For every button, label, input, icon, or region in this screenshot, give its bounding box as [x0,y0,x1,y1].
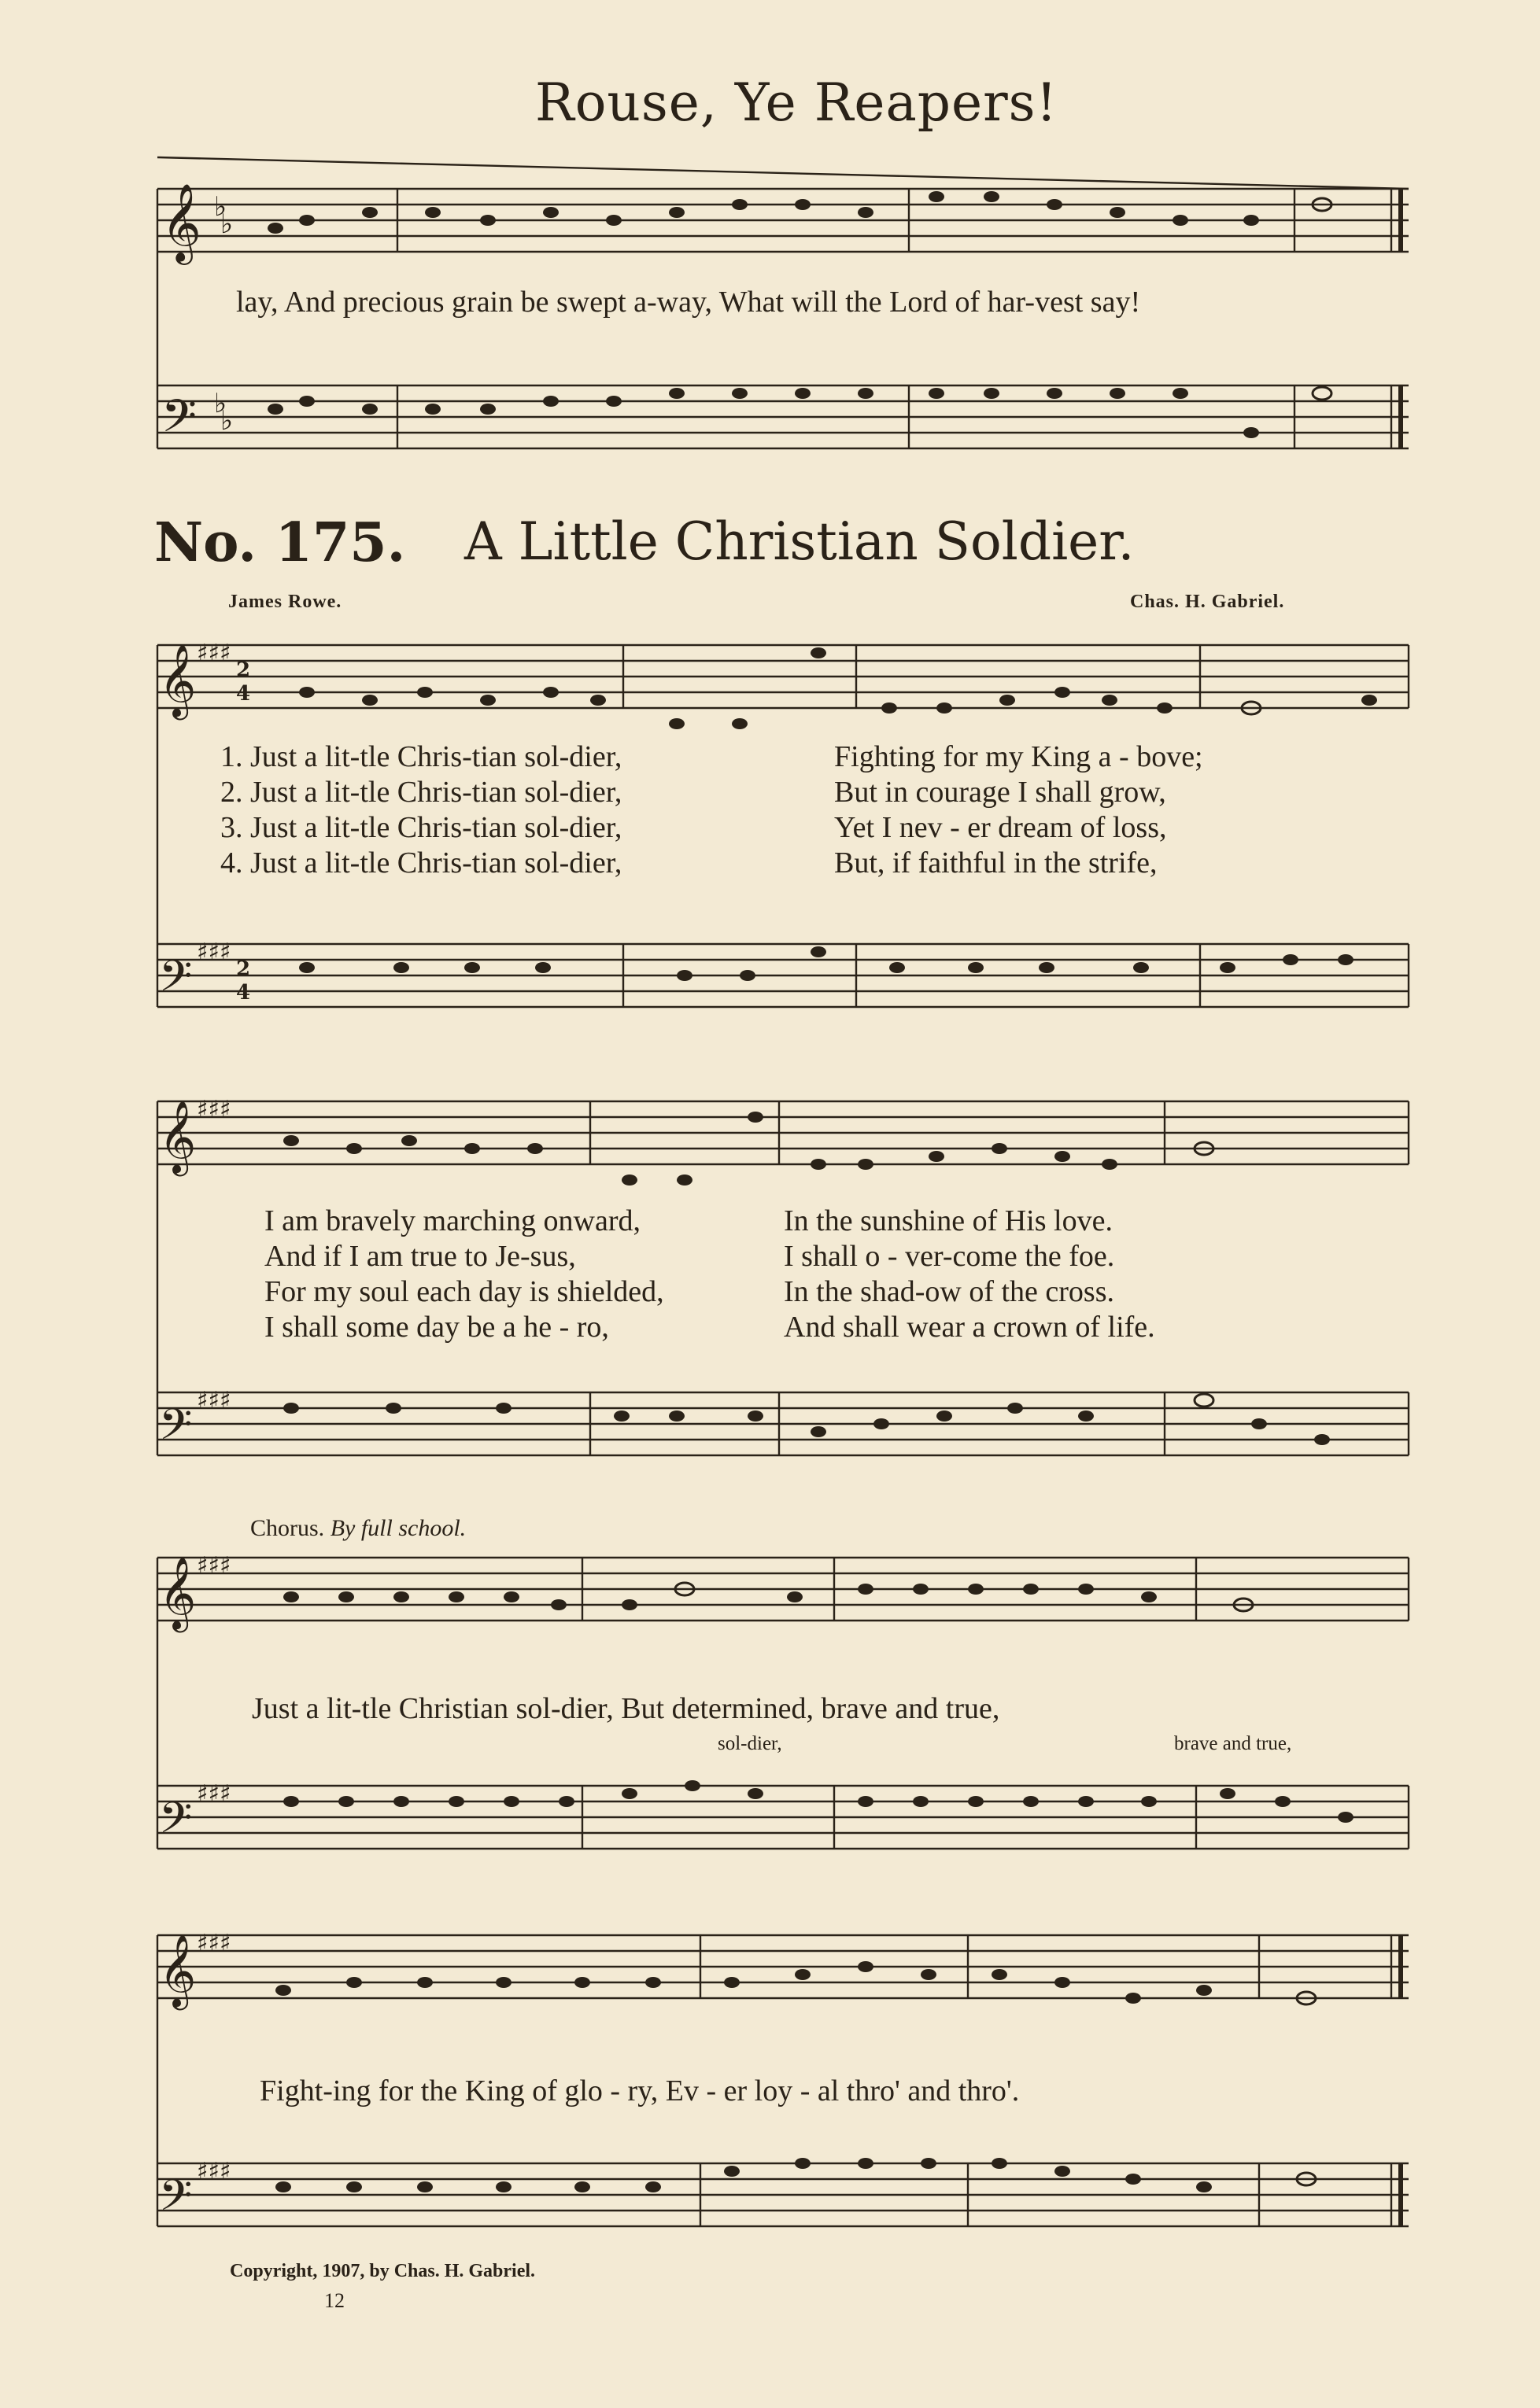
previous-hymn-title: Rouse, Ye Reapers! [535,72,1058,133]
previous-hymn-score [142,157,1416,488]
svg-text:𝄞: 𝄞 [161,183,201,262]
svg-text:4: 4 [236,981,251,1005]
verse-line-end: And shall wear a crown of life. [784,1311,1155,1344]
verse-line: I shall some day be a he - ro, [264,1311,609,1344]
verse-line-end: Fighting for my King a - bove; [834,740,1203,773]
verse-line: 2. Just a lit-tle Chris-tian sol-dier, [220,776,622,809]
svg-text:𝄢: 𝄢 [159,2170,193,2231]
verse-line: For my soul each day is shielded, [264,1275,664,1308]
copyright-notice: Copyright, 1907, by Chas. H. Gabriel. [230,2261,536,2281]
svg-text:4: 4 [236,682,251,706]
svg-text:𝄞: 𝄞 [159,643,197,717]
verse-line: 3. Just a lit-tle Chris-tian sol-dier, [220,811,622,844]
verse-line: 1. Just a lit-tle Chris-tian sol-dier, [220,740,622,773]
chorus-echo-1: sol-dier, [718,1733,782,1754]
svg-text:2: 2 [236,658,251,682]
chorus-line-1: Just a lit-tle Christian sol-dier, But determined, brave and true, [252,1692,1000,1725]
svg-text:♯♯♯: ♯♯♯ [197,1096,231,1123]
verse-line-end: Yet I nev - er dream of loss, [834,811,1167,844]
svg-text:♭: ♭ [220,208,234,240]
hymn-title: A Little Christian Soldier. [464,511,1135,572]
chorus-echo-2: brave and true, [1174,1733,1292,1754]
svg-text:𝄞: 𝄞 [159,1556,197,1629]
svg-text:𝄢: 𝄢 [161,389,198,454]
svg-text:𝄞: 𝄞 [159,1100,197,1173]
chorus-label-text: Chorus. [250,1515,325,1541]
svg-text:2: 2 [236,957,251,981]
composer-credit: Chas. H. Gabriel. [1130,592,1285,612]
verse-line-end: I shall o - ver-come the foe. [784,1240,1115,1273]
page-number: 12 [324,2289,345,2312]
chorus-label [250,1515,466,1542]
svg-text:𝄢: 𝄢 [159,1793,193,1853]
hymn-number: No. 175. [154,511,406,574]
chorus-direction: By full school. [330,1515,467,1541]
svg-text:♯♯♯: ♯♯♯ [197,1552,231,1580]
svg-text:♭: ♭ [214,191,227,223]
verse-line-end: In the shad-ow of the cross. [784,1275,1115,1308]
previous-hymn-lyric: lay, And precious grain be swept a-way, What will the Lord of har-vest say! [236,286,1141,319]
verse-line-end: But in courage I shall grow, [834,776,1166,809]
svg-text:𝄢: 𝄢 [159,1399,193,1460]
svg-text:♯♯♯: ♯♯♯ [197,1780,231,1808]
chorus-line-2: Fight-ing for the King of glo - ry, Ev - er loy - al thro' and thro'. [260,2074,1020,2107]
verse-line: And if I am true to Je-sus, [264,1240,576,1273]
svg-text:𝄞: 𝄞 [159,1934,197,2007]
svg-text:♭: ♭ [214,388,227,419]
verse-line: I am bravely marching onward, [264,1204,641,1237]
svg-text:♭: ♭ [220,405,234,437]
verse-line: 4. Just a lit-tle Chris-tian sol-dier, [220,846,622,879]
svg-text:𝄢: 𝄢 [159,951,193,1012]
verse-line-end: But, if faithful in the strife, [834,846,1158,879]
svg-text:♯♯♯: ♯♯♯ [197,1387,231,1414]
svg-text:♯♯♯: ♯♯♯ [197,2158,231,2185]
lyricist-credit: James Rowe. [228,592,342,612]
svg-text:♯♯♯: ♯♯♯ [197,640,231,667]
svg-text:♯♯♯: ♯♯♯ [197,1930,231,1957]
verse-line-end: In the sunshine of His love. [784,1204,1113,1237]
svg-text:♯♯♯: ♯♯♯ [197,938,231,966]
